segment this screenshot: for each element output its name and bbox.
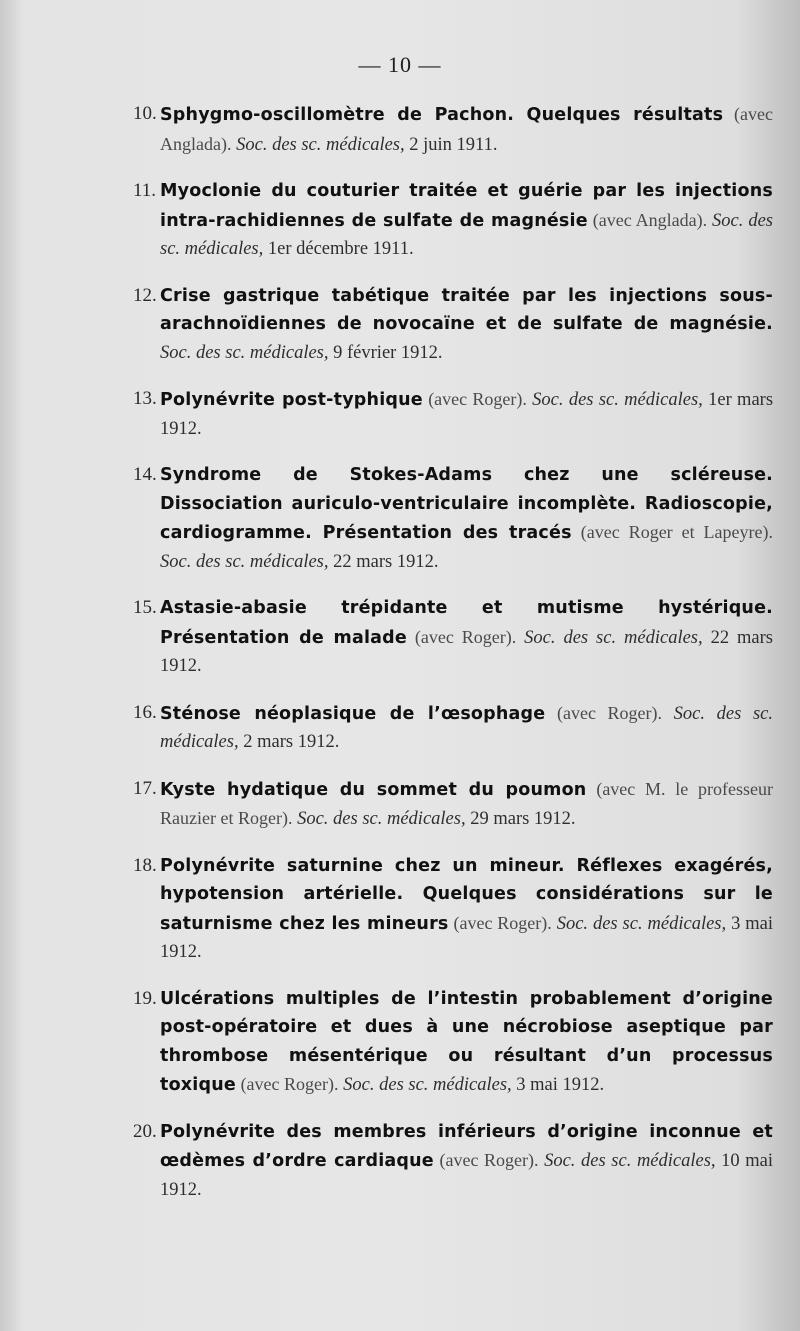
entry-date: 3 mai 1912. [516,1075,605,1095]
entry-title: Kyste hydatique du sommet du poumon [160,779,587,800]
entry-journal: Soc. des sc. médicales, [532,390,703,410]
entry-coauthor: (avec Anglada). [160,104,773,154]
entry-title: Crise gastrique tabétique traitée par les injections sous-arachnoïdiennes de novocaïne et de sulfate de magnésie. [160,285,773,334]
entry-title: Ulcérations multiples de l’intestin probablement d’origine post-opératoire et dues à une nécrobiose aseptique par thrombose mésentérique ou résultant d’un processus toxique [160,988,773,1095]
entry-date: 2 mars 1912. [243,732,340,752]
entry-number: 14. [133,464,157,485]
entry-date: 10 mai 1912. [160,1151,774,1200]
entry-date: 1er décembre 1911. [267,239,414,259]
entry-title: Sténose néoplasique de l’œsophage [160,703,546,724]
entry-number: 17. [133,777,157,799]
entry-journal: Soc. des sc. médicales, [160,210,774,259]
entry-journal: Soc. des sc. médicales, [556,913,727,934]
entry-journal: Soc. des sc. médicales, [160,551,329,572]
entry-date: 22 mars 1912. [160,627,774,676]
entry-number: 10. [133,103,157,124]
publication-entry-13 [133,385,773,443]
entry-journal: Soc. des sc. médicales, [160,342,329,363]
entry-coauthor: (avec Roger et Lapeyre). [580,522,774,542]
publication-entry-14 [133,461,773,576]
entry-coauthor: (avec Roger). [240,1074,339,1094]
entry-date: 22 mars 1912. [333,551,439,572]
entry-date: 3 mai 1912. [160,913,774,962]
entry-coauthor: (avec Roger). [557,702,662,723]
publication-entry-17 [133,775,773,834]
publication-entry-19 [133,985,773,1100]
entry-journal: Soc. des sc. médicales, [297,809,466,829]
entry-date: 1er mars 1912. [160,390,774,439]
publication-entry-18 [133,852,773,967]
entry-journal: Soc. des sc. médicales, [343,1075,512,1095]
page-number: — 10 — [358,52,442,77]
entry-coauthor: (avec Roger). [439,1150,539,1170]
entry-title: Polynévrite saturnine chez un mineur. Réflexes exagérés, hypotension artérielle. Quelques considérations sur le saturnisme chez les mineurs [160,855,773,934]
entry-coauthor: (avec Anglada). [592,209,708,230]
entry-title: Polynévrite des membres inférieurs d’origine inconnue et œdèmes d’ordre cardiaque [160,1121,773,1171]
publication-list [133,100,773,1222]
entry-date: 29 mars 1912. [470,809,576,829]
entry-date: 2 juin 1911. [409,134,498,155]
publication-entry-20 [133,1118,773,1205]
entry-date: 9 février 1912. [333,342,443,363]
entry-coauthor: (avec Roger). [428,389,527,409]
publication-entry-10 [133,100,773,159]
publication-entry-12 [133,282,773,368]
entry-title: Polynévrite post-typhique [160,390,423,410]
entry-number: 13. [133,388,157,409]
entry-title: Sphygmo-oscillomètre de Pachon. Quelques résultats [160,105,724,125]
entry-journal: Soc. des sc. médicales, [236,134,405,155]
entry-coauthor: (avec Roger). [453,912,552,933]
entry-title: Myoclonie du couturier traitée et guérie par les injections intra-rachidiennes de sulfate de magnésie [160,181,773,231]
entry-journal: Soc. des sc. médicales, [524,627,703,648]
entry-coauthor: (avec M. le professeur Rauzier et Roger). [160,778,773,828]
entry-journal: Soc. des sc. médicales, [544,1151,716,1171]
publication-entry-16 [133,699,773,757]
entry-number: 20. [133,1120,157,1142]
entry-number: 15. [133,597,157,618]
entry-number: 18. [133,854,157,876]
entry-number: 16. [133,701,157,723]
entry-number: 19. [133,987,157,1009]
entry-title: Astasie-abasie trépidante et mutisme hystérique. Présentation de malade [160,598,773,648]
entry-coauthor: (avec Roger). [414,626,517,647]
entry-number: 12. [133,284,157,306]
entry-number: 11. [133,180,157,201]
entry-title: Syndrome de Stokes-Adams chez une scléreuse. Dissociation auriculo-ventriculaire incomplète. Radioscopie, cardiogramme. Présentation des tracés [160,465,773,543]
publication-entry-11 [133,177,773,264]
publication-entry-15 [133,594,773,681]
entry-journal: Soc. des sc. médicales, [160,703,773,752]
